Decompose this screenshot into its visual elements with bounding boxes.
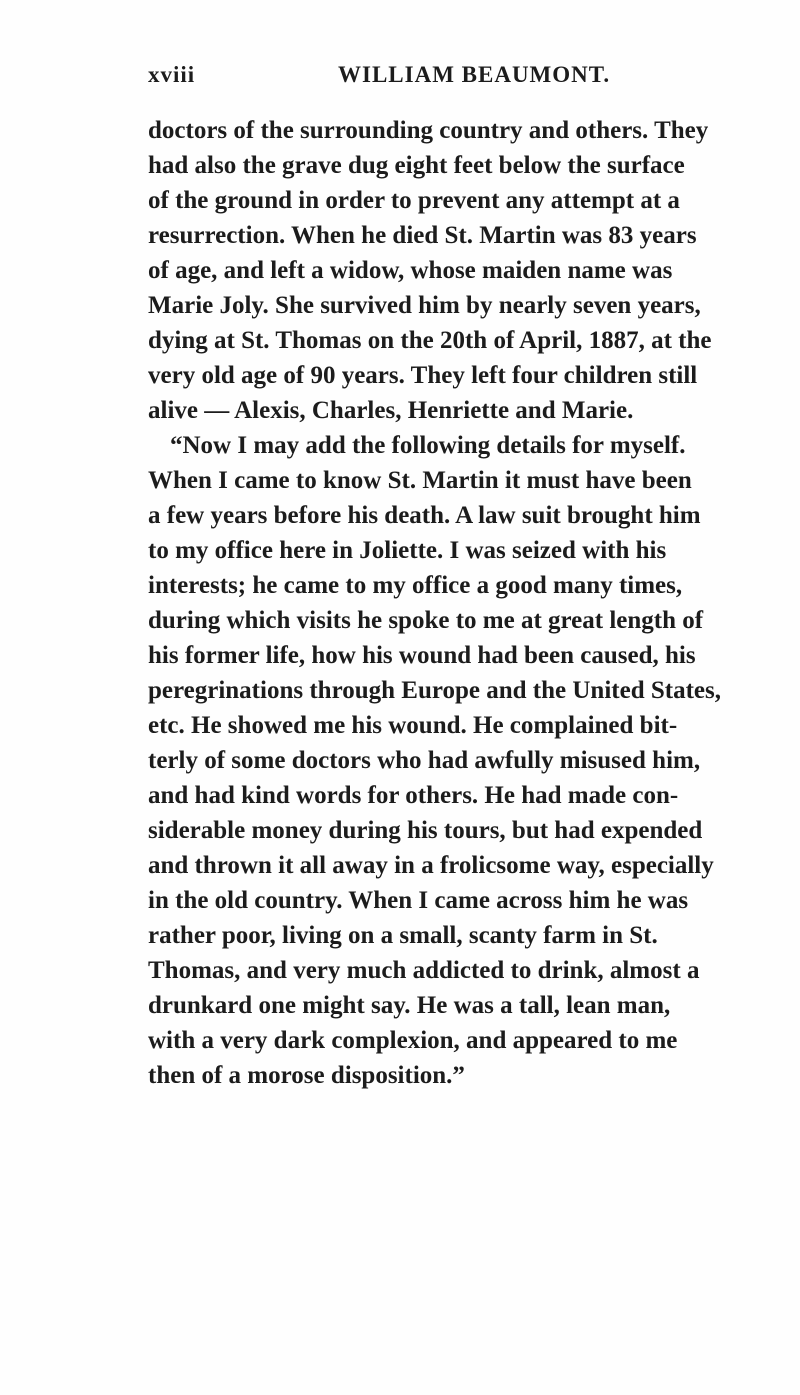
text-line: then of a morose disposition.” [148,1062,465,1089]
text-line: in the old country. When I came across him he was [148,887,689,914]
text-line: and thrown it all away in a frolicsome way, especially [148,852,714,879]
text-line: of the ground in order to prevent any attempt at a [148,187,680,214]
body-text [148,113,778,1093]
text-line: very old age of 90 years. They left four children still [148,362,698,389]
text-line: resurrection. When he died St. Martin was 83 years [148,222,697,249]
text-line: and had kind words for others. He had made con- [148,782,679,809]
paragraph-start-line: “Now I may add the following details for myself. [170,432,686,459]
text-line: during which visits he spoke to me at great length of [148,607,704,634]
text-line: a few years before his death. A law suit brought him [148,502,701,529]
text-line: Thomas, and very much addicted to drink, almost a [148,957,700,984]
text-line: Marie Joly. She survived him by nearly seven years, [148,292,701,319]
text-line: had also the grave dug eight feet below the surface [148,152,685,179]
text-line: alive — Alexis, Charles, Henriette and Marie. [148,397,634,424]
text-line: siderable money during his tours, but had expended [148,817,703,844]
text-line: etc. He showed me his wound. He complained bit- [148,712,678,739]
text-line: peregrinations through Europe and the United States, [148,677,721,704]
page-number: xviii [148,62,196,87]
text-line: to my office here in Joliette. I was seized with his [148,537,667,564]
text-line: of age, and left a widow, whose maiden name was [148,257,673,284]
text-line: doctors of the surrounding country and others. They [148,117,709,144]
text-line: terly of some doctors who had awfully misused him, [148,747,701,774]
running-title: WILLIAM BEAUMONT. [338,62,611,87]
text-line: dying at St. Thomas on the 20th of April, 1887, at the [148,327,712,354]
text-line: his former life, how his wound had been caused, his [148,642,696,669]
running-header [148,62,764,92]
text-line: interests; he came to my office a good many times, [148,572,683,599]
text-line: When I came to know St. Martin it must have been [148,467,692,494]
text-line: with a very dark complexion, and appeared to me [148,1027,678,1054]
text-line: rather poor, living on a small, scanty farm in St. [148,922,658,949]
text-line: drunkard one might say. He was a tall, lean man, [148,992,671,1019]
